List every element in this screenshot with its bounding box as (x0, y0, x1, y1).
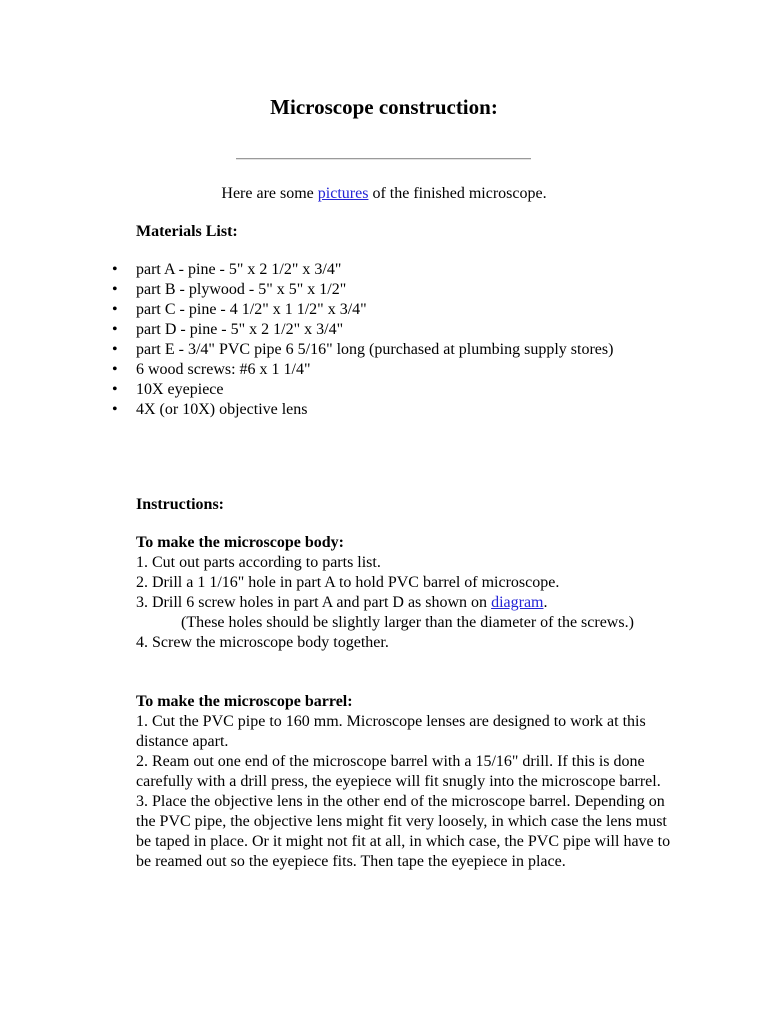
intro-before: Here are some (221, 185, 318, 202)
barrel-step-2: 2. Ream out one end of the microscope barrel with a 15/16" drill. If this is done carefully with a drill press, the eyepiece will fit snugly into the microscope barrel. (136, 753, 661, 790)
list-item-text: part B - plywood - 5" x 5" x 1/2" (136, 281, 347, 298)
body-step-4: 4. Screw the microscope body together. (136, 634, 389, 651)
materials-list (0, 260, 613, 420)
list-item (0, 260, 613, 280)
body-step-1: 1. Cut out parts according to parts list. (136, 554, 381, 571)
bullet-icon: • (112, 261, 118, 278)
body-step-3-note: (These holes should be slightly larger than the diameter of the screws.) (181, 614, 634, 631)
body-instructions (136, 533, 681, 653)
bullet-icon: • (112, 381, 118, 398)
bullet-icon: • (112, 361, 118, 378)
barrel-instructions (136, 692, 681, 872)
intro-after: of the finished microscope. (368, 185, 547, 202)
bullet-icon: • (112, 321, 118, 338)
list-item-text: 10X eyepiece (136, 381, 224, 398)
materials-list-label: Materials List: (136, 223, 238, 240)
list-item (0, 380, 613, 400)
list-item-text: part C - pine - 4 1/2" x 1 1/2" x 3/4" (136, 301, 367, 318)
bullet-icon: • (112, 341, 118, 358)
list-item (0, 400, 613, 420)
diagram-link[interactable]: diagram (491, 594, 544, 611)
list-item (0, 300, 613, 320)
body-heading: To make the microscope body: (136, 534, 344, 551)
list-item-text: 6 wood screws: #6 x 1 1/4" (136, 361, 311, 378)
barrel-step-3: 3. Place the objective lens in the other end of the microscope barrel. Depending on the PVC pipe, the objective lens might fit very loosely, in which case the lens must be taped in place. Or it might not fit at all, in which case, the PVC pipe will have to be reamed out so the eyepiece fits. Then tape the eyepiece in place. (136, 793, 671, 870)
intro-text (0, 184, 768, 204)
list-item-text: part E - 3/4" PVC pipe 6 5/16" long (purchased at plumbing supply stores) (136, 341, 614, 358)
body-step-3 (136, 593, 681, 613)
horizontal-rule (236, 158, 531, 160)
bullet-icon: • (112, 281, 118, 298)
body-step-3-end: . (543, 594, 548, 611)
body-step-2: 2. Drill a 1 1/16" hole in part A to hold PVC barrel of microscope. (136, 574, 560, 591)
pictures-link[interactable]: pictures (317, 185, 369, 202)
list-item-text: part D - pine - 5" x 2 1/2" x 3/4" (136, 321, 344, 338)
page-title: Microscope construction: (270, 95, 498, 119)
barrel-step-1: 1. Cut the PVC pipe to 160 mm. Microscope lenses are designed to work at this distance apart. (136, 713, 646, 750)
list-item (0, 280, 613, 300)
instructions-label: Instructions: (136, 496, 225, 513)
list-item-text: part A - pine - 5" x 2 1/2" x 3/4" (136, 261, 342, 278)
body-step-3-text: 3. Drill 6 screw holes in part A and part D as shown on (136, 594, 492, 611)
bullet-icon: • (112, 401, 118, 418)
bullet-icon: • (112, 301, 118, 318)
list-item (0, 360, 613, 380)
barrel-heading: To make the microscope barrel: (136, 693, 353, 710)
list-item (0, 340, 613, 360)
list-item-text: 4X (or 10X) objective lens (136, 401, 308, 418)
list-item (0, 320, 613, 340)
